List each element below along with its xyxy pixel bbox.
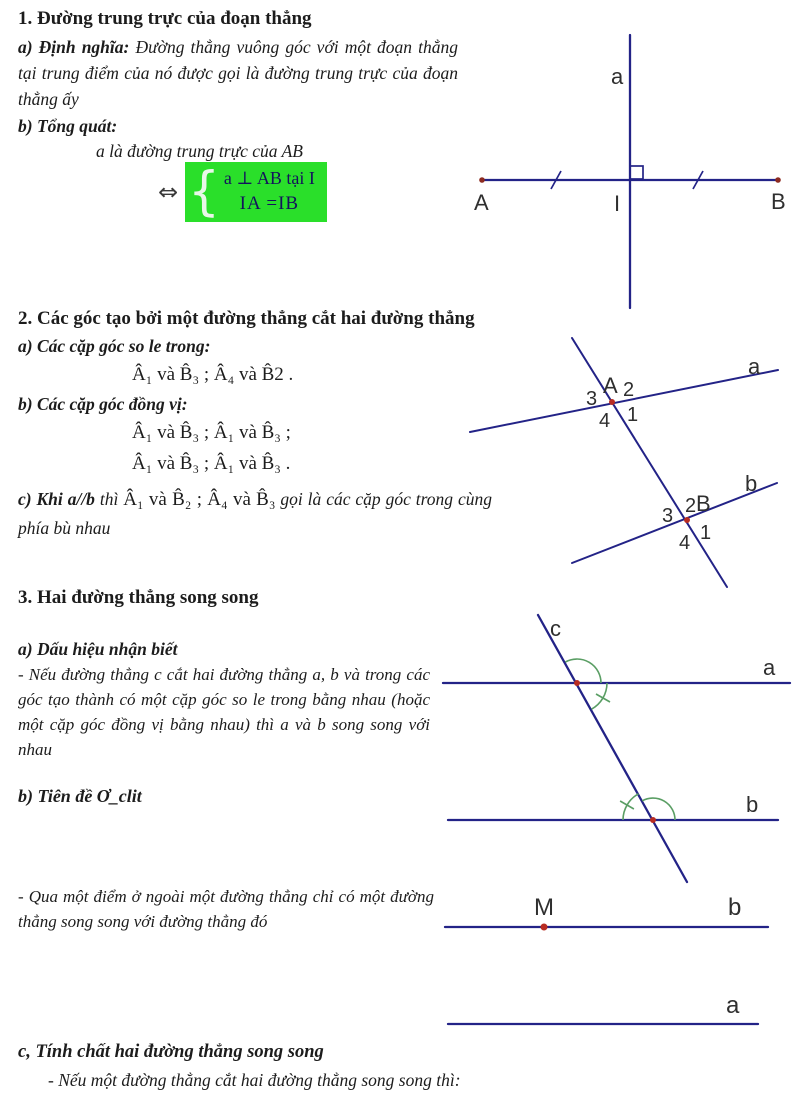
label-line-a: a bbox=[726, 992, 740, 1019]
conditions bbox=[224, 165, 315, 217]
section-3 bbox=[18, 585, 430, 809]
intersection-dot-a bbox=[574, 680, 580, 686]
bisector-statement: a là đường trung trực của AB bbox=[96, 141, 303, 161]
definition-label: a) Định nghĩa: bbox=[18, 37, 130, 57]
euclid-text: - Qua một điểm ở ngoài một đường thẳng chỉ có một đường thẳng song song với đường thẳng đó bbox=[18, 887, 434, 931]
general-label: b) Tổng quát: bbox=[18, 116, 118, 136]
equivalence-row bbox=[158, 162, 458, 222]
label-line-a: a bbox=[763, 655, 776, 680]
label-line-a: a bbox=[611, 64, 624, 89]
diagram-transversal-two-lines bbox=[430, 330, 800, 595]
label-line-b: b bbox=[745, 471, 758, 496]
transversal bbox=[572, 338, 727, 587]
label-line-b: b bbox=[746, 792, 759, 817]
note-bold: c) Khi a//b bbox=[18, 489, 95, 509]
double-arrow-icon: ⇔ bbox=[158, 178, 179, 206]
alternate-angles-label: a) Các cặp góc so le trong: bbox=[18, 336, 211, 356]
endpoint-dot-A bbox=[479, 177, 485, 183]
brace-icon: { bbox=[188, 160, 220, 222]
diagram-euclid-axiom bbox=[430, 885, 800, 1040]
angle-arc-top bbox=[565, 659, 601, 683]
point-M-dot bbox=[541, 924, 548, 931]
diagram-parallel-recognition bbox=[430, 605, 800, 890]
corresponding-angles-label: b) Các cặp góc đồng vị: bbox=[18, 394, 188, 414]
intersection-dot-A bbox=[609, 399, 615, 405]
recognition-text: - Nếu đường thẳng c cắt hai đường thẳng a, b và trong các góc tạo thành có một cặp góc so le trong bằng nhau (hoặc một cặp góc đồng vị bằng nhau) thì a và b song song với nhau bbox=[18, 665, 430, 759]
note-parallel-case bbox=[18, 485, 492, 543]
euclid-label: b) Tiên đề Ơ_clit bbox=[18, 786, 142, 806]
angle-B2: 2 bbox=[685, 495, 697, 517]
definition-text: Đường thẳng vuông góc với một đoạn thẳng tại trung điểm của nó được gọi là đường trung trực của đoạn thẳng ấy bbox=[18, 37, 458, 109]
condition-line-1: a ⊥ AB tại I bbox=[223, 168, 315, 188]
section-1 bbox=[18, 6, 458, 222]
angle-B1: 1 bbox=[700, 522, 712, 544]
section-1-title: 1. Đường trung trực của đoạn thẳng bbox=[18, 8, 312, 29]
highlight-box bbox=[185, 162, 327, 222]
formula-corresponding-2: Â₁ và B̂₃ ; Â₁ và B̂₃ . bbox=[132, 453, 291, 474]
formula-corresponding-1: Â₁ và B̂₃ ; Â₁ và B̂₃ ; bbox=[132, 422, 291, 443]
equal-tick-a bbox=[596, 694, 610, 702]
endpoint-dot-B bbox=[775, 177, 781, 183]
angle-A4: 4 bbox=[599, 410, 611, 432]
angle-B3: 3 bbox=[662, 505, 674, 527]
intersection-dot-b bbox=[650, 817, 656, 823]
label-point-A: A bbox=[474, 190, 489, 215]
diagram-perpendicular-bisector bbox=[430, 20, 800, 320]
label-point-I: I bbox=[614, 191, 621, 216]
property-text: - Nếu một đường thẳng cắt hai đường thẳng song song thì: bbox=[48, 1070, 461, 1090]
note-tail: gọi là các cặp góc trong cùng phía bù nhau bbox=[18, 489, 492, 538]
label-line-c: c bbox=[550, 616, 561, 641]
equal-tick-b bbox=[620, 801, 634, 809]
property-block bbox=[18, 1038, 778, 1092]
definition-paragraph bbox=[18, 34, 458, 112]
label-point-B: B bbox=[771, 189, 786, 214]
recognition-label: a) Dấu hiệu nhận biết bbox=[18, 639, 178, 659]
transversal-c bbox=[538, 615, 687, 882]
note-angles: Â₁ và B̂₂ ; Â₄ và B̂₃ bbox=[123, 489, 276, 510]
condition-line-2: IA =IB bbox=[239, 193, 300, 214]
intersection-dot-B bbox=[684, 517, 690, 523]
section-3-title: 3. Hai đường thẳng song song bbox=[18, 587, 259, 608]
euclid-statement-block bbox=[18, 884, 434, 934]
label-point-M: M bbox=[534, 894, 554, 921]
formula-alternate-angles: Â₁ và B̂₃ ; Â₄ và B̂2 . bbox=[132, 364, 294, 385]
note-thi: thì bbox=[94, 489, 124, 509]
label-line-b: b bbox=[728, 894, 742, 921]
property-label: c, Tính chất hai đường thẳng song song bbox=[18, 1042, 324, 1062]
label-point-B: B bbox=[696, 491, 711, 516]
angle-A1: 1 bbox=[627, 404, 639, 426]
angle-B4: 4 bbox=[679, 532, 691, 554]
angle-A2: 2 bbox=[623, 379, 635, 401]
right-angle-mark bbox=[630, 166, 643, 179]
section-2-title: 2. Các góc tạo bởi một đường thẳng cắt hai đường thẳng bbox=[18, 308, 475, 329]
label-point-A: A bbox=[603, 373, 618, 398]
angle-A3: 3 bbox=[586, 388, 598, 410]
label-line-a: a bbox=[748, 354, 761, 379]
